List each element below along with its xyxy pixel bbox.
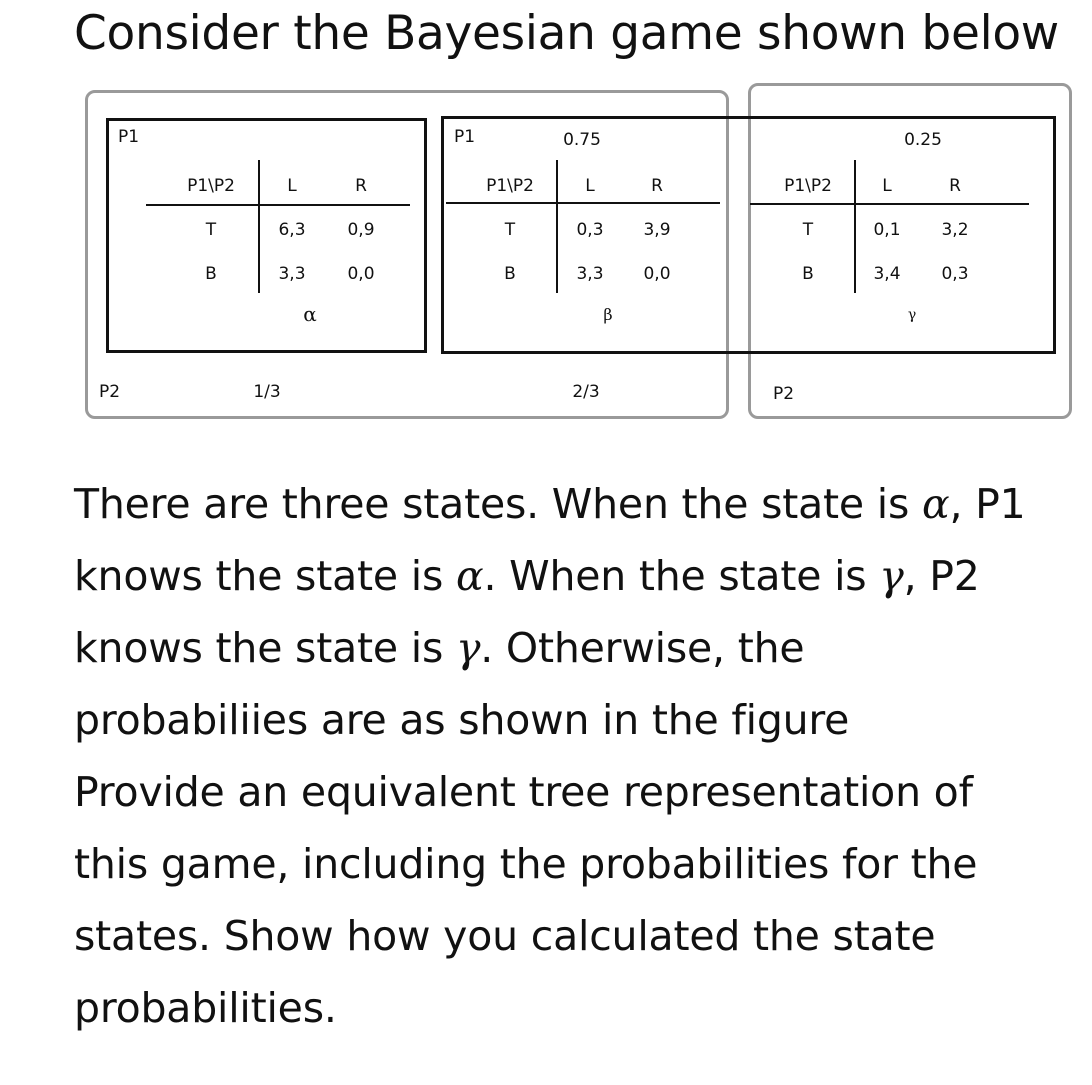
cell-B-L: 3,3 <box>278 264 306 284</box>
p1-info-set-alpha <box>106 118 427 353</box>
cell-T-L: 0,1 <box>873 220 901 240</box>
table-header-rule <box>146 204 410 206</box>
row-label-B: B <box>504 264 516 284</box>
p2-prob-alpha: 1/3 <box>253 382 281 402</box>
row-label-B: B <box>205 264 217 284</box>
p1-label-alpha-box: P1 <box>118 127 140 147</box>
p2-label-right: P2 <box>773 384 795 404</box>
p1-label-beta-gamma-box: P1 <box>454 127 476 147</box>
cell-T-L: 0,3 <box>576 220 604 240</box>
state-label-beta: β <box>603 305 613 324</box>
paragraph-line-5: Provide an equivalent tree representation of <box>74 768 973 816</box>
header-col-R: R <box>651 176 663 196</box>
p2-label-left: P2 <box>99 382 121 402</box>
p2-prob-beta: 2/3 <box>572 382 600 402</box>
cell-B-R: 0,0 <box>347 264 375 284</box>
header-p1-p2: P1\P2 <box>187 176 235 196</box>
cell-T-R: 3,9 <box>643 220 671 240</box>
paragraph-line-2: knows the state is α. When the state is γ, P2 <box>74 552 980 600</box>
question-paragraph <box>74 468 1084 1044</box>
table-row-rule <box>854 160 856 293</box>
prob-gamma: 0.25 <box>904 130 942 150</box>
paragraph-line-1: There are three states. When the state is α, P1 <box>74 480 1026 528</box>
table-row-rule <box>556 160 558 293</box>
cell-B-R: 0,0 <box>643 264 671 284</box>
paragraph-line-4: probabiliies are as shown in the figure <box>74 696 850 744</box>
table-header-rule <box>446 202 720 204</box>
header-col-L: L <box>585 176 595 196</box>
prob-beta: 0.75 <box>563 130 601 150</box>
header-col-L: L <box>882 176 892 196</box>
cell-B-L: 3,4 <box>873 264 901 284</box>
table-header-rule <box>750 203 1029 205</box>
row-label-B: B <box>802 264 814 284</box>
paragraph-line-3: knows the state is γ. Otherwise, the <box>74 624 805 672</box>
row-label-T: T <box>504 220 516 240</box>
bayesian-game-figure <box>0 0 1092 440</box>
cell-B-R: 0,3 <box>941 264 969 284</box>
table-row-rule <box>258 160 260 293</box>
cell-T-L: 6,3 <box>278 220 306 240</box>
header-col-L: L <box>287 176 297 196</box>
paragraph-line-6: this game, including the probabilities for the <box>74 840 978 888</box>
row-label-T: T <box>205 220 217 240</box>
row-label-T: T <box>802 220 814 240</box>
cell-B-L: 3,3 <box>576 264 604 284</box>
header-col-R: R <box>949 176 961 196</box>
cell-T-R: 0,9 <box>347 220 375 240</box>
header-p1-p2: P1\P2 <box>784 176 832 196</box>
cell-T-R: 3,2 <box>941 220 969 240</box>
paragraph-line-7: states. Show how you calculated the state <box>74 912 936 960</box>
header-col-R: R <box>355 176 367 196</box>
state-label-gamma: γ <box>907 307 917 323</box>
header-p1-p2: P1\P2 <box>486 176 534 196</box>
paragraph-line-8: probabilities. <box>74 984 337 1032</box>
question-heading: Consider the Bayesian game shown below <box>74 6 1059 61</box>
state-label-alpha: α <box>303 302 317 326</box>
